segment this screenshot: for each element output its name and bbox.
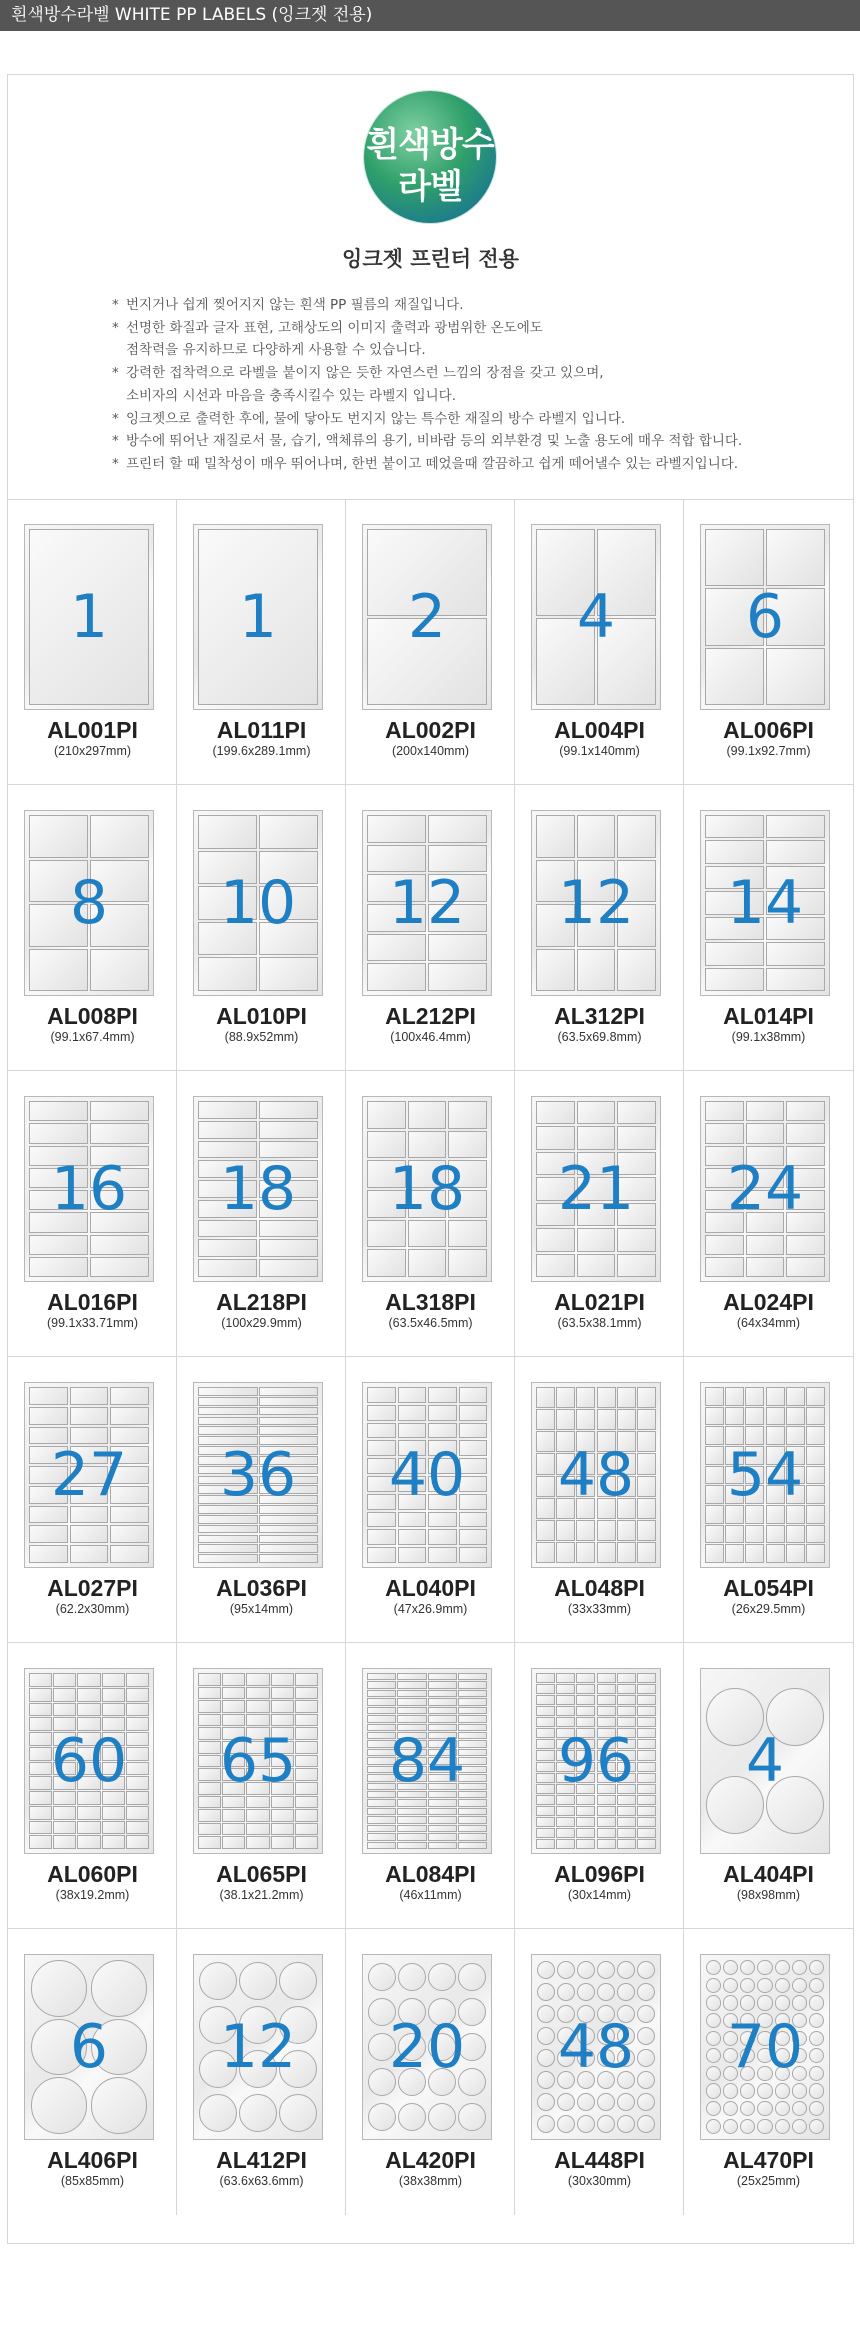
product-item[interactable] [684, 785, 853, 1071]
product-item[interactable] [684, 1929, 853, 2215]
label-count: 14 [726, 868, 804, 938]
label-size: (99.1x140mm) [559, 744, 640, 758]
product-code: AL027PI [47, 1575, 138, 1601]
label-sheet-preview [193, 1096, 323, 1282]
label-sheet-preview [193, 1382, 323, 1568]
label-size: (63.5x69.8mm) [557, 1030, 642, 1044]
label-size: (30x30mm) [567, 2174, 632, 2188]
label-size: (199.6x289.1mm) [212, 744, 311, 758]
label-count: 4 [745, 1726, 785, 1796]
product-item[interactable] [8, 499, 177, 785]
page-header [0, 0, 860, 31]
label-sheet-preview [700, 810, 830, 996]
product-code: AL010PI [216, 1003, 307, 1029]
product-code: AL212PI [385, 1003, 476, 1029]
product-code: AL448PI [554, 2147, 645, 2173]
label-count: 70 [726, 2012, 804, 2082]
product-item[interactable] [515, 1071, 684, 1357]
product-item[interactable] [177, 1643, 346, 1929]
feature-list [112, 294, 832, 476]
product-code: AL004PI [554, 717, 645, 743]
label-sheet-preview [24, 524, 154, 710]
product-item[interactable] [8, 1929, 177, 2215]
feature-line: * 선명한 화질과 글자 표현, 고해상도의 이미지 출력과 광범위한 온도에도 [112, 317, 832, 340]
label-size: (25x25mm) [736, 2174, 801, 2188]
label-count: 54 [726, 1440, 804, 1510]
product-code: AL318PI [385, 1289, 476, 1315]
label-size: (62.2x30mm) [55, 1602, 130, 1616]
label-sheet-preview [193, 1954, 323, 2140]
label-count: 65 [219, 1726, 297, 1796]
label-count: 10 [219, 868, 297, 938]
label-count: 6 [745, 582, 785, 652]
product-code: AL011PI [216, 717, 307, 743]
product-item[interactable] [346, 499, 515, 785]
label-size: (46x11mm) [399, 1888, 462, 1902]
product-item[interactable] [346, 1929, 515, 2215]
label-sheet-preview [193, 524, 323, 710]
product-item[interactable] [177, 499, 346, 785]
product-card [7, 74, 854, 2244]
label-sheet-preview [531, 524, 661, 710]
label-size: (200x140mm) [391, 744, 470, 758]
label-sheet-preview [24, 810, 154, 996]
label-size: (98x98mm) [736, 1888, 801, 1902]
product-item[interactable] [8, 1643, 177, 1929]
label-size: (47x26.9mm) [393, 1602, 468, 1616]
label-count: 24 [726, 1154, 804, 1224]
label-sheet-preview [531, 1954, 661, 2140]
feature-line: * 프린터 할 때 밀착성이 매우 뛰어나며, 한번 붙이고 떼었을때 깔끔하고 쉽게 떼어낼수 있는 라벨지입니다. [112, 453, 832, 476]
product-item[interactable] [684, 1643, 853, 1929]
label-count: 6 [69, 2012, 109, 2082]
product-code: AL412PI [216, 2147, 307, 2173]
product-item[interactable] [346, 1643, 515, 1929]
label-size: (30x14mm) [567, 1888, 632, 1902]
product-code: AL404PI [723, 1861, 814, 1887]
label-size: (85x85mm) [60, 2174, 125, 2188]
label-count: 96 [557, 1726, 635, 1796]
feature-line: * 잉크젯으로 출력한 후에, 물에 닿아도 번지지 않는 특수한 재질의 방수 라벨지 입니다. [112, 408, 832, 431]
label-size: (63.5x46.5mm) [388, 1316, 473, 1330]
label-sheet-preview [24, 1954, 154, 2140]
product-code: AL406PI [47, 2147, 138, 2173]
product-code: AL036PI [216, 1575, 307, 1601]
label-count: 48 [557, 1440, 635, 1510]
label-count: 1 [69, 582, 109, 652]
product-code: AL006PI [723, 717, 814, 743]
label-sheet-preview [700, 1096, 830, 1282]
label-sheet-preview [531, 810, 661, 996]
label-sheet-preview [193, 810, 323, 996]
product-code: AL218PI [216, 1289, 307, 1315]
label-size: (99.1x92.7mm) [726, 744, 811, 758]
label-sheet-preview [24, 1668, 154, 1854]
label-sheet-preview [700, 1954, 830, 2140]
product-item[interactable] [177, 785, 346, 1071]
product-code: AL008PI [47, 1003, 138, 1029]
label-sheet-preview [531, 1668, 661, 1854]
label-size: (99.1x67.4mm) [50, 1030, 135, 1044]
label-size: (88.9x52mm) [224, 1030, 299, 1044]
label-size: (38x38mm) [398, 2174, 463, 2188]
label-sheet-preview [362, 1096, 492, 1282]
product-item[interactable] [177, 1929, 346, 2215]
badge-line-1: 흰색방수 [366, 125, 494, 165]
label-sheet-preview [362, 1954, 492, 2140]
product-item[interactable] [515, 1643, 684, 1929]
label-size: (63.6x63.6mm) [219, 2174, 304, 2188]
label-size: (95x14mm) [229, 1602, 294, 1616]
product-item[interactable] [8, 785, 177, 1071]
label-count: 48 [557, 2012, 635, 2082]
label-sheet-preview [700, 1382, 830, 1568]
label-sheet-preview [700, 524, 830, 710]
label-count: 1 [238, 582, 278, 652]
label-count: 18 [388, 1154, 466, 1224]
label-count: 60 [50, 1726, 128, 1796]
product-code: AL001PI [47, 717, 138, 743]
label-count: 4 [576, 582, 616, 652]
label-sheet-preview [531, 1096, 661, 1282]
product-code: AL002PI [385, 717, 476, 743]
product-item[interactable] [515, 1929, 684, 2215]
label-size: (210x297mm) [53, 744, 132, 758]
label-sheet-preview [193, 1668, 323, 1854]
product-item[interactable] [346, 1357, 515, 1643]
label-sheet-preview [24, 1382, 154, 1568]
feature-line: * 강력한 접착력으로 라벨을 붙이지 않은 듯한 자연스런 느낌의 장점을 갖고 있으며, [112, 362, 832, 385]
label-count: 84 [388, 1726, 466, 1796]
intro-section [8, 75, 853, 500]
product-badge [364, 91, 496, 223]
feature-line: * 번지거나 쉽게 찢어지지 않는 흰색 PP 필름의 재질입니다. [112, 294, 832, 317]
product-item[interactable] [346, 1071, 515, 1357]
label-count: 18 [219, 1154, 297, 1224]
product-item[interactable] [515, 785, 684, 1071]
label-sheet-preview [700, 1668, 830, 1854]
badge-line-2: 라벨 [398, 167, 462, 207]
label-count: 16 [50, 1154, 128, 1224]
label-count: 21 [557, 1154, 635, 1224]
label-count: 36 [219, 1440, 297, 1510]
product-item[interactable] [684, 1071, 853, 1357]
product-item[interactable] [177, 1357, 346, 1643]
label-size: (99.1x33.71mm) [46, 1316, 138, 1330]
product-code: AL040PI [385, 1575, 476, 1601]
label-count: 2 [407, 582, 447, 652]
product-code: AL054PI [723, 1575, 814, 1601]
label-sheet-preview [362, 524, 492, 710]
label-count: 8 [69, 868, 109, 938]
label-size: (38.1x21.2mm) [219, 1888, 304, 1902]
label-count: 20 [388, 2012, 466, 2082]
feature-line: 점착력을 유지하므로 다양하게 사용할 수 있습니다. [126, 342, 426, 359]
product-item[interactable] [515, 499, 684, 785]
feature-line: 소비자의 시선과 마음을 충족시킬수 있는 라벨지 입니다. [126, 387, 456, 404]
product-code: AL312PI [554, 1003, 645, 1029]
product-code: AL096PI [554, 1861, 645, 1887]
label-count: 40 [388, 1440, 466, 1510]
product-item[interactable] [177, 1071, 346, 1357]
label-size: (64x34mm) [736, 1316, 801, 1330]
product-item[interactable] [8, 1071, 177, 1357]
product-code: AL060PI [47, 1861, 138, 1887]
label-size: (100x46.4mm) [390, 1030, 471, 1044]
intro-subtitle: 잉크젯 프린터 전용 [342, 247, 519, 271]
label-size: (99.1x38mm) [731, 1030, 806, 1044]
label-count: 12 [557, 868, 635, 938]
product-item[interactable] [515, 1357, 684, 1643]
product-code: AL470PI [723, 2147, 814, 2173]
product-code: AL016PI [47, 1289, 138, 1315]
product-item[interactable] [8, 1357, 177, 1643]
product-item[interactable] [684, 499, 853, 785]
label-size: (33x33mm) [567, 1602, 632, 1616]
product-item[interactable] [684, 1357, 853, 1643]
product-code: AL048PI [554, 1575, 645, 1601]
header-title: 흰색방수라벨 WHITE PP LABELS (잉크젯 전용) [11, 5, 373, 25]
label-count: 12 [388, 868, 466, 938]
label-sheet-preview [362, 1382, 492, 1568]
label-sheet-preview [531, 1382, 661, 1568]
feature-line: * 방수에 뛰어난 재질로서 물, 습기, 액체류의 용기, 비바람 등의 외부환경 및 노출 용도에 매우 적합 합니다. [112, 430, 832, 453]
label-size: (100x29.9mm) [221, 1316, 302, 1330]
product-code: AL024PI [723, 1289, 814, 1315]
label-sheet-preview [362, 810, 492, 996]
product-code: AL014PI [723, 1003, 814, 1029]
label-count: 27 [50, 1440, 128, 1510]
product-code: AL420PI [385, 2147, 476, 2173]
label-count: 12 [219, 2012, 297, 2082]
label-sheet-preview [362, 1668, 492, 1854]
label-sheet-preview [24, 1096, 154, 1282]
product-item[interactable] [346, 785, 515, 1071]
product-code: AL021PI [554, 1289, 645, 1315]
product-code: AL084PI [385, 1861, 476, 1887]
label-size: (38x19.2mm) [55, 1888, 130, 1902]
product-code: AL065PI [216, 1861, 307, 1887]
label-size: (26x29.5mm) [731, 1602, 806, 1616]
label-size: (63.5x38.1mm) [557, 1316, 642, 1330]
